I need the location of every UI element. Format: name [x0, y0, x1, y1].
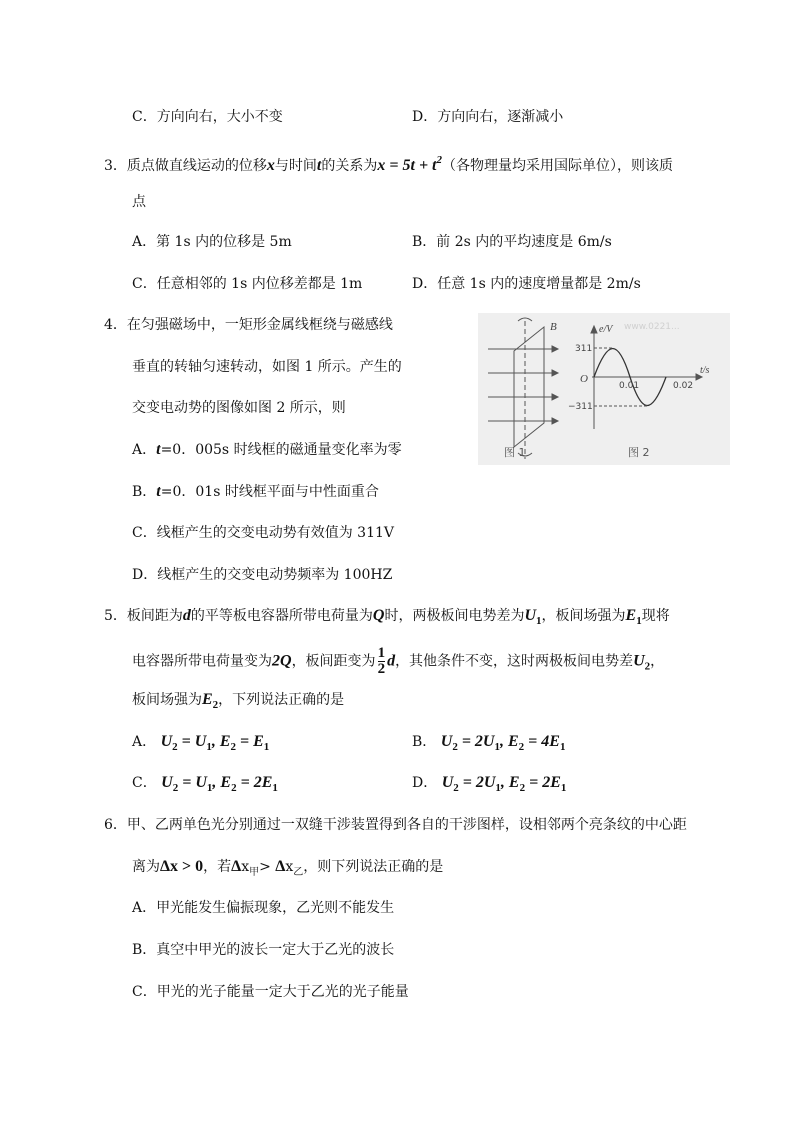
q5-option-b-label: B． [412, 734, 437, 750]
q5-d-e: , E [500, 774, 520, 791]
q3-var-t: t [316, 157, 322, 174]
q5-b-sub3: 1 [559, 741, 566, 753]
q6-sub-yi: 乙 [293, 867, 304, 878]
figure-watermark: www.0221... [624, 322, 680, 332]
q6-option-c: C．甲光的光子能量一定大于乙光的光子能量 [132, 984, 409, 1000]
q5-b-e: , E [499, 733, 519, 750]
e-axis-label: e/V [599, 324, 613, 335]
q6-option-b: B．真空中甲光的波长一定大于乙光的波长 [132, 942, 395, 958]
q4-stem-line3: 交变电动势的图像如图 2 所示，则 [132, 400, 346, 416]
q4-stem-line2: 垂直的转轴匀速转动，如图 1 所示。产生的 [132, 359, 402, 375]
q5-text-c1: 板间场强为 [132, 692, 202, 708]
q4-option-a-label: A． [132, 442, 157, 458]
q6-stem-line1: 6．甲、乙两单色光分别通过一双缝干涉装置得到各自的干涉图样，设相邻两个亮条纹的中心距 [104, 817, 687, 833]
q3-option-d: D．任意 1s 内的速度增量都是 2m/s [412, 276, 641, 292]
q5-sub-2: 2 [644, 660, 651, 673]
q6-delta-2: Δ [275, 858, 286, 875]
q5-text-a2: 的平等板电容器所带电荷量为 [190, 608, 373, 624]
q5-d-sub1: 1 [495, 782, 501, 794]
q5-a-sub2: 2 [230, 741, 236, 753]
q5-a-sub3: 1 [263, 741, 270, 753]
q5-c-sub: 2 [172, 782, 179, 794]
q5-c-e: , E [212, 774, 232, 791]
q5-text-b3: ，其他条件不变，这时两极板间电势差 [395, 653, 634, 670]
q5-text-a1: 5．板间距为 [104, 608, 183, 624]
q5-a-eq1: = U [177, 733, 207, 750]
q5-option-d-label: D． [412, 775, 438, 791]
q3-stem-text-c: 的关系为 [321, 158, 378, 174]
q5-var-q: Q [372, 607, 385, 624]
q5-fraction [378, 646, 386, 677]
q4-option-a [132, 440, 402, 460]
q4-option-b-var: t [156, 483, 161, 500]
q5-option-c-label: C． [132, 775, 157, 791]
q5-c-eq1: = U [178, 774, 207, 791]
q6-formula: Δx > 0 [160, 858, 204, 875]
q3-stem [104, 150, 673, 176]
q5-option-b [412, 732, 565, 757]
t-axis-label: t/s [700, 365, 710, 376]
q5-var-e1: E [625, 607, 637, 624]
q2-option-c: C．方向向右，大小不变 [132, 109, 283, 125]
q5-b-sub2: 2 [518, 741, 525, 753]
q5-c-sub3: 1 [272, 782, 278, 794]
q5-a-u: U [160, 733, 173, 750]
q4-option-c: C．线框产生的交变电动势有效值为 311V [132, 525, 394, 541]
q6-gt: > [259, 859, 271, 875]
q5-var-e2: E [202, 691, 213, 708]
q5-c-u: U [161, 774, 173, 791]
q5-var-u2: U [633, 652, 645, 670]
q6-option-a: A．甲光能发生偏振现象，乙光则不能发生 [132, 900, 395, 916]
origin-label: O [580, 373, 588, 385]
q5-a-sub1: 1 [206, 741, 212, 753]
y-max-label: 311 [575, 344, 593, 354]
q5-b-u: U [440, 733, 453, 750]
q5-d-sub2: 2 [519, 782, 526, 794]
q5-var-u1: U [524, 607, 537, 624]
q3-stem-text-a: 3．质点做直线运动的位移 [104, 158, 267, 174]
x-tick-1: 0.01 [619, 381, 640, 391]
q3-option-c: C．任意相邻的 1s 内位移差都是 1m [132, 276, 363, 292]
q5-b-sub: 2 [452, 741, 458, 753]
fig2-caption: 图 2 [628, 446, 650, 459]
fig1-caption: 图 1 [504, 446, 526, 459]
q5-d-sub3: 1 [560, 782, 567, 794]
q5-d-u: U [441, 774, 454, 791]
q5-a-eq2: = E [235, 733, 264, 750]
q5-sub-1: 1 [536, 615, 542, 627]
q5-option-d [412, 773, 566, 798]
q4-stem-line1: 4．在匀强磁场中，一矩形金属线框绕与磁感线 [104, 317, 393, 333]
q5-sub-1b: 1 [636, 615, 642, 627]
q4-option-b-text: =0．01s 时线框平面与中性面重合 [160, 484, 379, 500]
q5-c-sub1: 1 [206, 782, 213, 794]
q6-delta-1: Δ [231, 858, 242, 875]
q4-option-a-text: =0．005s 时线框的磁通量变化率为零 [160, 442, 402, 458]
q6-x-1: x [241, 859, 250, 875]
q5-option-a-label: A． [132, 734, 157, 750]
q4-figure-svg [478, 313, 730, 465]
q5-stem-line2 [132, 646, 664, 680]
q5-sub-2b: 2 [212, 699, 219, 711]
q5-a-sub: 2 [172, 741, 178, 753]
q4-option-d: D．线框产生的交变电动势频率为 100HZ [132, 567, 393, 583]
q5-d-eq2: = 2E [525, 774, 561, 791]
q5-a-e: , E [211, 733, 231, 750]
q5-text-b4: ， [650, 653, 665, 670]
q3-option-a: A．第 1s 内的位移是 5m [132, 234, 292, 250]
q5-var-d2: d [387, 652, 396, 670]
q5-stem-line1 [104, 606, 670, 631]
q5-text-b1: 电容器所带电荷量变为 [132, 653, 272, 670]
q3-formula-exp: 2 [436, 154, 442, 166]
q5-var-2q: 2Q [272, 652, 292, 670]
q3-option-b: B．前 2s 内的平均速度是 6m/s [412, 234, 612, 250]
q5-var-d: d [182, 607, 191, 624]
x-tick-2: 0.02 [673, 381, 694, 391]
q5-b-sub1: 1 [494, 741, 500, 753]
q6-text-b: ，若 [203, 859, 232, 875]
q5-text-b2: ，板间距变为 [291, 653, 376, 670]
q4-option-b-label: B． [132, 484, 157, 500]
q5-c-eq2: = 2E [236, 774, 273, 791]
q5-text-c2: ，下列说法正确的是 [218, 692, 345, 708]
q3-var-x: x [266, 157, 275, 174]
q5-stem-line3 [132, 690, 344, 715]
q4-option-a-var: t [156, 441, 161, 458]
q3-stem-cont: 点 [132, 194, 146, 210]
q6-text-a: 离为 [132, 859, 160, 875]
q3-stem-text-d: （各物理量均采用国际单位），则该质 [442, 158, 673, 174]
fraction-numerator: 1 [377, 645, 386, 661]
fraction-denominator: 2 [377, 661, 386, 677]
q5-d-sub: 2 [453, 782, 459, 794]
q5-option-c [132, 773, 278, 798]
q2-option-d: D．方向向右，逐渐减小 [412, 109, 564, 125]
y-min-label: −311 [568, 402, 593, 412]
q6-text-c: ，则下列说法正确的是 [303, 859, 444, 875]
q5-text-a5: 现将 [641, 608, 670, 624]
q5-d-eq1: = 2U [458, 774, 496, 791]
q5-text-a3: 时，两极板间电势差为 [384, 608, 525, 624]
q6-sub-jia: 甲 [249, 867, 260, 878]
q3-formula: x = 5t + t [377, 157, 437, 174]
q5-option-a [132, 732, 269, 757]
q5-c-sub2: 2 [231, 782, 237, 794]
q5-b-eq1: = 2U [457, 733, 495, 750]
q5-text-a4: ，板间场强为 [541, 608, 626, 624]
q4-option-b [132, 482, 379, 502]
q4-figure [478, 313, 730, 465]
q6-stem-line2 [132, 857, 443, 883]
q5-b-eq2: = 4E [524, 733, 560, 750]
field-label: B [550, 321, 557, 333]
q3-stem-text-b: 与时间 [274, 158, 317, 174]
q6-x-2: x [285, 859, 294, 875]
